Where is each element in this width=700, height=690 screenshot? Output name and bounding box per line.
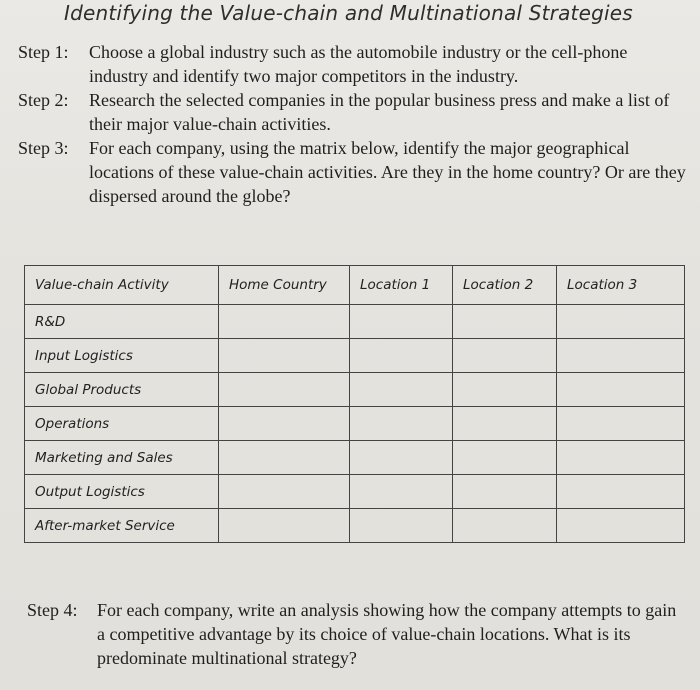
value-chain-matrix xyxy=(24,265,685,543)
steps-list xyxy=(18,40,688,208)
table-cell xyxy=(453,509,557,543)
table-row xyxy=(25,339,685,373)
table-row xyxy=(25,305,685,339)
table-cell xyxy=(350,509,453,543)
step-text: Choose a global industry such as the automobile industry or the cell-phone industry and identify two major competitors in the industry. xyxy=(89,42,628,86)
table-cell xyxy=(453,305,557,339)
step-text: Research the selected companies in the popular business press and make a list of their major value-chain activities. xyxy=(89,90,670,134)
step-3 xyxy=(18,136,688,208)
table-cell xyxy=(350,441,453,475)
table-cell xyxy=(350,305,453,339)
step-label: Step 3: xyxy=(18,138,69,158)
table-cell xyxy=(350,475,453,509)
table-cell xyxy=(453,373,557,407)
table-header-row xyxy=(25,266,685,305)
column-header: Location 2 xyxy=(453,266,557,305)
step-label: Step 2: xyxy=(18,90,69,110)
table-cell xyxy=(350,373,453,407)
table-cell xyxy=(557,441,685,475)
table-cell xyxy=(219,305,350,339)
table-cell xyxy=(350,339,453,373)
table-cell xyxy=(557,305,685,339)
table-cell xyxy=(453,407,557,441)
column-header: Value-chain Activity xyxy=(25,266,219,305)
table-cell xyxy=(219,509,350,543)
table-cell xyxy=(557,339,685,373)
step-label: Step 1: xyxy=(18,42,69,62)
step-2 xyxy=(18,88,688,136)
table-cell xyxy=(350,407,453,441)
row-label: Marketing and Sales xyxy=(25,441,219,475)
table-cell xyxy=(219,373,350,407)
column-header: Location 1 xyxy=(350,266,453,305)
step-1 xyxy=(18,40,688,88)
table-cell xyxy=(557,407,685,441)
row-label: After-market Service xyxy=(25,509,219,543)
table-cell xyxy=(219,339,350,373)
table-cell xyxy=(219,475,350,509)
row-label: Output Logistics xyxy=(25,475,219,509)
row-label: Input Logistics xyxy=(25,339,219,373)
step-4 xyxy=(27,598,687,670)
table-cell xyxy=(453,441,557,475)
table-row xyxy=(25,373,685,407)
step-label: Step 4: xyxy=(27,600,78,620)
table-row xyxy=(25,509,685,543)
page-title: Identifying the Value-chain and Multinational Strategies xyxy=(64,1,633,25)
table-cell xyxy=(557,509,685,543)
row-label: Operations xyxy=(25,407,219,441)
table-row xyxy=(25,441,685,475)
row-label: Global Products xyxy=(25,373,219,407)
table-row xyxy=(25,407,685,441)
table-cell xyxy=(453,475,557,509)
table-row xyxy=(25,475,685,509)
table-cell xyxy=(557,373,685,407)
step-text: For each company, using the matrix below, identify the major geographical locations of these value-chain activities. Are they in the home country? Or are they dispersed around the globe? xyxy=(89,138,686,206)
table-cell xyxy=(219,407,350,441)
column-header: Location 3 xyxy=(557,266,685,305)
column-header: Home Country xyxy=(219,266,350,305)
table-cell xyxy=(453,339,557,373)
step-text: For each company, write an analysis showing how the company attempts to gain a competitive advantage by its choice of value-chain locations. What is its predominate multinational strategy? xyxy=(97,600,677,668)
row-label: R&D xyxy=(25,305,219,339)
table-cell xyxy=(557,475,685,509)
table-cell xyxy=(219,441,350,475)
